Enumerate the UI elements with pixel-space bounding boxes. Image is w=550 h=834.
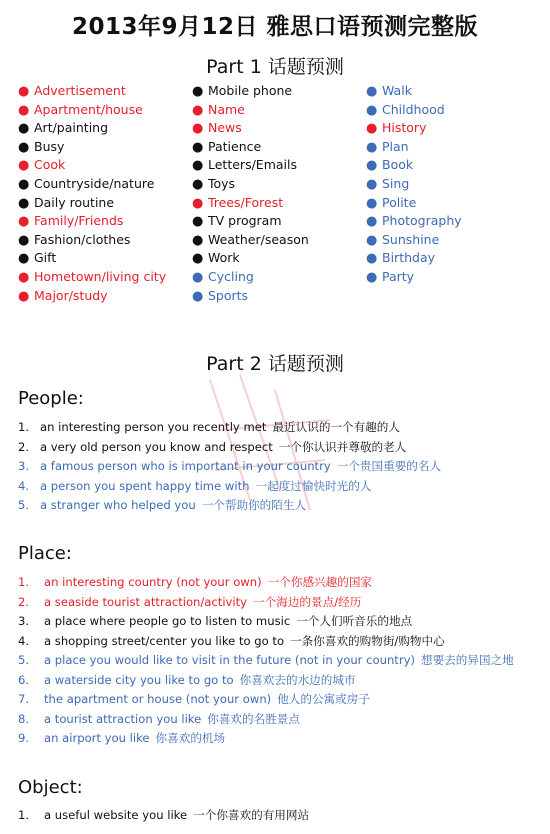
item-number: 5. — [18, 653, 30, 667]
topic-label: Plan — [382, 138, 409, 154]
item-chinese: 一个贵国重要的名人 — [336, 459, 442, 473]
place-list — [18, 573, 514, 749]
bullet-icon: ● — [366, 195, 378, 211]
topic-item — [366, 212, 462, 231]
item-number: 4. — [18, 633, 30, 648]
topic-item — [18, 82, 166, 101]
topic-item — [366, 175, 462, 194]
topic-label: Daily routine — [34, 194, 115, 210]
item-chinese: 你喜欢的名胜景点 — [207, 711, 300, 726]
item-number: 7. — [18, 692, 30, 706]
item-chinese: 一个海边的景点/经历 — [253, 594, 362, 609]
item-number: 2. — [18, 594, 30, 609]
topic-label: Mobile phone — [208, 83, 293, 98]
item-number: 8. — [18, 711, 30, 726]
topic-label: Childhood — [382, 101, 445, 117]
topic-label: Sports — [208, 287, 249, 303]
topic-item — [18, 156, 166, 175]
item-english: a famous person who is important in your country — [40, 459, 331, 473]
topic-item — [192, 101, 309, 120]
bullet-icon: ● — [18, 176, 30, 192]
topic-label: News — [208, 120, 242, 136]
topic-label: Gift — [34, 250, 57, 266]
topic-row — [18, 612, 514, 632]
item-english: a very old person you know and respect — [40, 439, 273, 454]
object-list — [18, 806, 309, 826]
topic-item — [366, 82, 462, 101]
topic-label: Photography — [382, 213, 462, 229]
topic-row — [18, 671, 514, 691]
bullet-icon: ● — [366, 214, 378, 230]
topic-item — [366, 119, 462, 138]
topic-label: Art/painting — [34, 120, 109, 136]
bullet-icon: ● — [366, 232, 378, 248]
topic-label: Work — [208, 250, 240, 266]
bullet-icon: ● — [18, 288, 30, 304]
topic-row — [18, 418, 441, 438]
topic-label: Apartment/house — [34, 101, 143, 117]
item-english: a waterside city you like to go to — [44, 672, 234, 687]
part1-column-3 — [366, 82, 462, 287]
topic-label: Name — [208, 101, 245, 117]
bullet-icon: ● — [192, 121, 204, 137]
item-english: a useful website you like — [44, 808, 188, 822]
topic-row — [18, 710, 514, 730]
item-chinese: 一起度过愉快时光的人 — [255, 478, 372, 493]
item-english: a place you would like to visit in the future (not in your country) — [44, 653, 415, 667]
bullet-icon: ● — [18, 251, 30, 267]
item-chinese: 你喜欢去的水边的城市 — [239, 672, 356, 687]
topic-row — [18, 651, 514, 671]
topic-item — [366, 194, 462, 213]
item-number: 6. — [18, 672, 30, 687]
topic-item — [18, 249, 166, 268]
bullet-icon: ● — [18, 84, 30, 99]
bullet-icon: ● — [18, 195, 30, 211]
topic-item — [18, 194, 166, 213]
topic-item — [366, 268, 462, 287]
bullet-icon: ● — [192, 102, 204, 118]
bullet-icon: ● — [192, 84, 204, 99]
bullet-icon: ● — [192, 232, 204, 248]
topic-item — [192, 82, 309, 101]
topic-item — [18, 287, 166, 306]
page-title: 2013年9月12日 雅思口语预测完整版 — [71, 14, 479, 40]
topic-item — [18, 101, 166, 120]
topic-label: Major/study — [34, 287, 108, 303]
topic-label: Polite — [382, 194, 417, 210]
item-chinese: 最近认识的一个有趣的人 — [272, 420, 400, 434]
item-number: 1. — [18, 420, 30, 434]
item-number: 3. — [18, 614, 30, 628]
topic-item — [18, 119, 166, 138]
topic-row — [18, 496, 441, 516]
bullet-icon: ● — [192, 158, 204, 174]
part1-column-1 — [18, 82, 166, 305]
place-heading: Place: — [18, 543, 72, 564]
item-english: a shopping street/center you like to go to — [44, 633, 285, 648]
item-number: 9. — [18, 731, 30, 745]
people-heading: People: — [18, 388, 84, 409]
topic-item — [192, 249, 309, 268]
bullet-icon: ● — [192, 195, 204, 211]
topic-item — [18, 138, 166, 157]
topic-item — [192, 212, 309, 231]
bullet-icon: ● — [366, 121, 378, 137]
topic-label: Toys — [208, 175, 236, 191]
bullet-icon: ● — [366, 176, 378, 192]
topic-label: Busy — [34, 138, 65, 154]
item-chinese: 一个你感兴趣的国家 — [267, 575, 373, 589]
item-chinese: 你喜欢的机场 — [155, 731, 226, 745]
bullet-icon: ● — [366, 251, 378, 267]
item-english: a tourist attraction you like — [44, 711, 202, 726]
topic-label: Cook — [34, 157, 66, 173]
item-english: a place where people go to listen to music — [44, 614, 291, 628]
item-number: 5. — [18, 498, 30, 512]
topic-item — [192, 119, 309, 138]
item-number: 1. — [18, 808, 30, 822]
bullet-icon: ● — [366, 158, 378, 174]
topic-item — [192, 268, 309, 287]
bullet-icon: ● — [18, 269, 30, 285]
topic-label: Countryside/nature — [34, 175, 155, 191]
topic-item — [192, 156, 309, 175]
topic-label: Sunshine — [382, 231, 440, 247]
topic-label: Patience — [208, 138, 262, 154]
item-chinese: 一个你认识并尊敬的老人 — [278, 439, 407, 454]
topic-label: Birthday — [382, 250, 436, 266]
topic-row — [18, 729, 514, 749]
topic-label: Party — [382, 268, 415, 284]
bullet-icon: ● — [192, 269, 204, 285]
topic-item — [192, 287, 309, 306]
topic-label: Book — [382, 157, 414, 173]
topic-row — [18, 632, 514, 652]
bullet-icon: ● — [366, 269, 378, 285]
topic-item — [18, 268, 166, 287]
bullet-icon: ● — [192, 251, 204, 267]
bullet-icon: ● — [366, 102, 378, 118]
part1-heading: Part 1 话题预测 — [206, 56, 344, 78]
topic-item — [18, 175, 166, 194]
bullet-icon: ● — [366, 84, 378, 99]
object-heading: Object: — [18, 777, 83, 798]
topic-item — [192, 194, 309, 213]
bullet-icon: ● — [192, 214, 204, 230]
item-number: 1. — [18, 575, 30, 589]
item-english: an interesting country (not your own) — [44, 575, 262, 589]
item-english: a seaside tourist attraction/activity — [44, 594, 248, 609]
topic-row — [18, 573, 514, 593]
item-chinese: 一个你喜欢的有用网站 — [193, 808, 310, 822]
item-english: a stranger who helped you — [40, 498, 196, 512]
bullet-icon: ● — [18, 158, 30, 174]
topic-label: Walk — [382, 83, 412, 98]
item-number: 3. — [18, 459, 30, 473]
topic-label: Weather/season — [208, 231, 309, 247]
topic-label: Letters/Emails — [208, 157, 297, 173]
topic-label: Sing — [382, 175, 410, 191]
topic-item — [18, 212, 166, 231]
topic-item — [366, 138, 462, 157]
topic-row — [18, 457, 441, 477]
item-number: 4. — [18, 478, 30, 493]
topic-row — [18, 593, 514, 613]
item-chinese: 他人的公寓或房子 — [277, 692, 370, 706]
topic-item — [192, 175, 309, 194]
topic-label: Hometown/living city — [34, 268, 167, 284]
topic-label: Trees/Forest — [208, 194, 284, 210]
topic-item — [192, 138, 309, 157]
topic-label: TV program — [208, 213, 282, 229]
item-chinese: 一个帮助你的陌生人 — [201, 498, 307, 512]
topic-item — [18, 231, 166, 250]
part1-column-2 — [192, 82, 309, 305]
bullet-icon: ● — [366, 139, 378, 155]
topic-row — [18, 438, 441, 458]
bullet-icon: ● — [192, 288, 204, 304]
topic-item — [366, 249, 462, 268]
topic-row — [18, 690, 514, 710]
topic-label: Advertisement — [34, 83, 126, 98]
item-english: an airport you like — [44, 731, 150, 745]
item-chinese: 一个人们听音乐的地点 — [296, 614, 413, 628]
item-english: the apartment or house (not your own) — [44, 692, 272, 706]
topic-label: Cycling — [208, 268, 254, 284]
topic-row — [18, 477, 441, 497]
item-number: 2. — [18, 439, 30, 454]
topic-label: History — [382, 120, 427, 136]
bullet-icon: ● — [18, 102, 30, 118]
topic-label: Family/Friends — [34, 213, 124, 229]
topic-row — [18, 806, 309, 826]
item-chinese: 一条你喜欢的购物街/购物中心 — [290, 633, 445, 648]
part2-heading: Part 2 话题预测 — [206, 353, 344, 375]
item-chinese: 想要去的异国之地 — [421, 653, 514, 667]
bullet-icon: ● — [18, 139, 30, 155]
item-english: a person you spent happy time with — [40, 478, 250, 493]
topic-label: Fashion/clothes — [34, 231, 131, 247]
bullet-icon: ● — [18, 214, 30, 230]
topic-item — [192, 231, 309, 250]
item-english: an interesting person you recently met — [40, 420, 267, 434]
topic-item — [366, 231, 462, 250]
bullet-icon: ● — [192, 176, 204, 192]
bullet-icon: ● — [18, 232, 30, 248]
topic-item — [366, 101, 462, 120]
bullet-icon: ● — [18, 121, 30, 137]
bullet-icon: ● — [192, 139, 204, 155]
topic-item — [366, 156, 462, 175]
people-list — [18, 418, 441, 516]
